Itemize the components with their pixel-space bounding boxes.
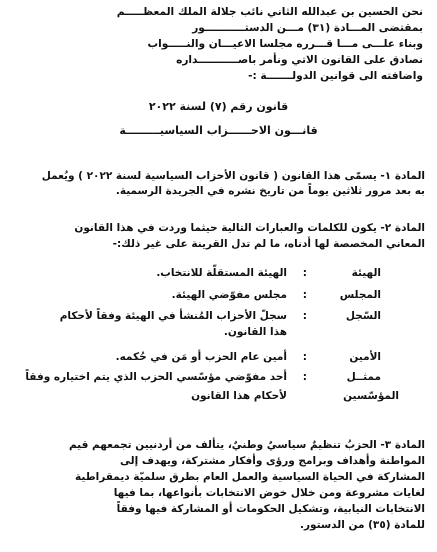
article-1-line-2: به بعد مرور ثلاثين يوماً من تاريخ نشره في الجريدة الرسمية. [115,185,425,197]
definition-colon: : [302,289,307,301]
preamble-line-5: واضافته الى قوانين الدولـــــــة :- [248,70,423,82]
definition-text: أحد مفوّضي مؤسّسي الحزب الذي يتم اختياره وفقاً [25,371,287,383]
definition-text: لأحكام هذا القانون [191,390,287,402]
definition-colon: : [302,351,307,363]
definition-term: الهيئة [351,267,381,279]
article-2-line-1: المادة ٢- يكون للكلمات والعبارات التالية حيثما وردت في هذا القانون [74,222,425,234]
definition-colon: : [302,310,307,322]
law-title: قانون رقم (٧) لسنة ٢٠٢٢ [148,100,289,113]
definition-text: أمين عام الحزب أو مَن في حُكمه. [115,351,287,363]
definition-text: سجلّ الأحزاب المُنشأ في الهيئة وفقاً لأحكام [59,310,287,322]
article-3-line-2: المواطنة وأهداف وبرامج ورؤى وأفكار مشتركة، ويهدف إلى [120,455,425,467]
article-3-line-1: المادة ٣- الحزبُ تنظيمٌ سياسيٌ وطنيٌ، يتألف من أردنيين تجمعهم قيم [68,439,425,451]
definition-colon: : [302,267,307,279]
article-3-line-3: المشاركة في الحياة السياسية والعمل العام بطرق سلميّة ديمقراطية [75,471,425,483]
article-3-line-4: لغايات مشروعة ومن خلال خوض الانتخابات بأنواعها، بما فيها [113,487,425,499]
preamble-line-4: نصادق على القانون الاتي ونأمر باصـــــــــــداره [176,54,423,66]
article-1-line-1: المادة ١- يسمّى هذا القانون ( قانون الأحزاب السياسية لسنة ٢٠٢٢ ) ويُعمل [41,170,425,182]
definition-term: المؤسّسين [343,390,399,402]
definition-text-continued: هذا القانون. [223,326,287,338]
law-subtitle: قانـــون الاحــــــزاب السياسيـــــــــة [119,124,318,137]
article-3-line-5: الانتخابات النيابية، وتشكيل الحكومات أو المشاركة فيها وفقاً [116,503,425,515]
preamble-line-3: وبناء علـــى مـــا قـــرره مجلسا الاعيـــان والنـــــواب [147,38,423,50]
definition-term: المجلس [339,289,381,301]
definition-colon: : [302,371,307,383]
article-3-line-6: للمادة (٣٥) من الدستور. [300,519,425,531]
preamble-line-2: بمقتضى المـــادة (٣١) مـــن الدستـــــــــــور [192,22,423,34]
definition-text: الهيئة المستقلّة للانتخاب. [156,267,287,279]
definition-term: ممثــل [346,371,381,383]
preamble-line-1: نحن الحسين بن عبدالله الثاني نائب جلالة الملك المعظـــــم [116,6,423,18]
definition-text: مجلس مفوّضي الهيئة. [171,289,287,301]
article-2-line-2: المعاني المخصصة لها أدناه، ما لم تدل القرينة على غير ذلك:- [112,238,425,250]
definition-term: الأمين [349,351,381,363]
definition-term: السّجل [345,310,381,322]
